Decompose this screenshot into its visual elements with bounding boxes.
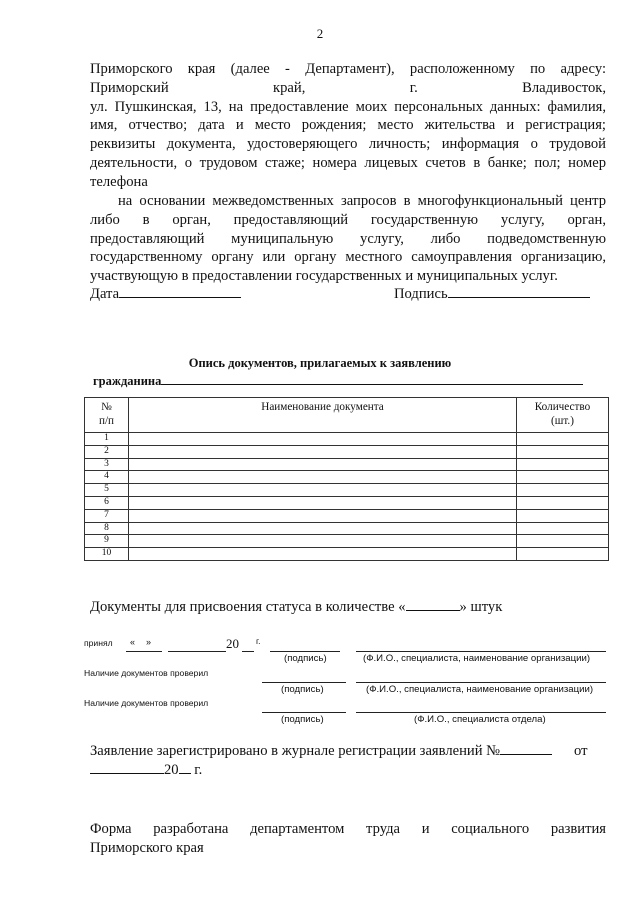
table-row [85,484,609,497]
received-quote-close: » [146,637,152,647]
registered-year-prefix: 20 [164,762,179,778]
row-number: 10 [85,548,129,561]
fio-line[interactable] [356,651,606,652]
qty-cell[interactable] [517,522,609,535]
received-month-line[interactable] [168,651,226,652]
table-row [85,509,609,522]
text-line: предоставляющий муниципальную услугу, либо подведомственную [90,230,606,247]
row-number: 3 [85,458,129,471]
row-number: 9 [85,535,129,548]
doc-name-cell[interactable] [129,471,517,484]
qty-cell[interactable] [517,484,609,497]
text-line: телефона [90,173,148,190]
table-row [85,445,609,458]
date-label: Дата [90,286,120,302]
footer [90,820,606,858]
basis-paragraph [90,192,606,286]
registered-date-line [90,762,202,779]
name-column-header: Наименование документа [129,398,517,433]
date-field [90,286,241,303]
registered-text: Заявление зарегистрировано в журнале регистрации заявлений № [90,743,501,759]
text-line: Приморский край, г. Владивосток, [90,79,606,96]
text-line: участвующую в предоставлении государственных и муниципальных услуг. [90,268,558,285]
docs-count-field[interactable] [406,610,460,611]
table-row [85,458,609,471]
qty-cell[interactable] [517,509,609,522]
text-line: деятельности, о трудовом стаже; номера лицевых счетов в банке; пол; номер [90,154,606,171]
registration-number-field[interactable] [500,754,552,755]
row-number: 8 [85,522,129,535]
status-docs-suffix: » штук [459,599,503,615]
registered-line [90,743,552,760]
qty-cell[interactable] [517,445,609,458]
signature-line[interactable] [270,651,340,652]
page-number: 2 [316,26,324,41]
check2-fio-line[interactable] [356,712,606,713]
received-label: принял [84,638,113,648]
date-line[interactable] [119,297,241,298]
registered-from: от [574,743,588,759]
qty-cell[interactable] [517,458,609,471]
footer-line: Приморского края [90,839,204,856]
text-line: государственному органу или органу местного самоуправления организацию, [90,249,606,266]
fio-org-caption: (Ф.И.О., специалиста, наименование организации) [363,653,591,664]
check1-fio-line[interactable] [356,682,606,683]
fio-org-caption: (Ф.И.О., специалиста, наименование организации) [366,684,594,695]
doc-name-cell[interactable] [129,522,517,535]
qty-header-line1: Количество [534,401,591,413]
num-header-line2: п/п [98,415,115,427]
text-line: имя, отчество; дата и место рождения; место жительства и регистрация; [90,117,606,134]
row-number: 6 [85,496,129,509]
qty-column-header [517,398,609,433]
table-row [85,535,609,548]
table-row [85,471,609,484]
qty-cell[interactable] [517,535,609,548]
received-day-line[interactable] [126,651,162,652]
qty-header-line2: (шт.) [551,415,574,427]
doc-name-cell[interactable] [129,458,517,471]
row-number: 1 [85,433,129,446]
text-line: реквизиты документа, удостоверяющего личность; информация о трудовой [90,136,606,153]
row-number: 2 [85,445,129,458]
doc-name-cell[interactable] [129,433,517,446]
qty-cell[interactable] [517,548,609,561]
citizen-field [93,374,583,389]
table-row [85,522,609,535]
doc-name-cell[interactable] [129,535,517,548]
signature-caption: (подпись) [281,684,324,695]
fio-dept-caption: (Ф.И.О., специалиста отдела) [414,714,546,725]
signature-label: Подпись [394,286,448,302]
consent-paragraph [90,60,606,192]
text-line: на основании межведомственных запросов в многофункциональный центр [118,193,606,209]
inventory-table [84,397,609,561]
table-row [85,548,609,561]
qty-cell[interactable] [517,433,609,446]
table-header-row [85,398,609,433]
doc-name-cell[interactable] [129,509,517,522]
signature-caption: (подпись) [281,714,324,725]
registration-year-field[interactable] [179,773,191,774]
row-number: 4 [85,471,129,484]
received-year-suffix: г. [256,636,261,646]
doc-name-cell[interactable] [129,548,517,561]
doc-name-cell[interactable] [129,445,517,458]
qty-cell[interactable] [517,471,609,484]
doc-name-cell[interactable] [129,484,517,497]
table-row [85,433,609,446]
check1-signature-line[interactable] [262,682,346,683]
received-year-line[interactable] [242,651,254,652]
signature-caption: (подпись) [284,653,327,664]
received-quote-open: « [130,637,136,647]
signature-line[interactable] [448,297,590,298]
row-number: 7 [85,509,129,522]
check2-signature-line[interactable] [262,712,346,713]
num-header-line1: № [101,401,112,413]
check1-label: Наличие документов проверил [84,668,209,678]
text-line: либо в орган, предоставляющий государственную услугу, орган, [90,211,606,228]
footer-line: Форма разработана департаментом труда и социального развития [90,821,606,837]
num-column-header [85,398,129,433]
text-line: ул. Пушкинская, 13, на предоставление моих персональных данных: фамилия, [90,98,606,115]
registered-year-suffix: г. [194,762,203,778]
signature-field [394,286,590,303]
row-number: 5 [85,484,129,497]
table-row [85,496,609,509]
status-docs-text: Документы для присвоения статуса в количестве « [90,599,406,615]
citizen-label: гражданина [93,374,162,388]
check2-label: Наличие документов проверил [84,698,209,708]
qty-cell[interactable] [517,496,609,509]
text-line: Приморского края (далее - Департамент), расположенному по адресу: [90,61,606,77]
inventory-title: Опись документов, прилагаемых к заявлению [188,356,452,370]
registration-date-field[interactable] [90,773,164,774]
status-docs-line [90,599,502,616]
doc-name-cell[interactable] [129,496,517,509]
citizen-line[interactable] [161,384,583,385]
received-year-prefix: 20 [226,636,239,651]
